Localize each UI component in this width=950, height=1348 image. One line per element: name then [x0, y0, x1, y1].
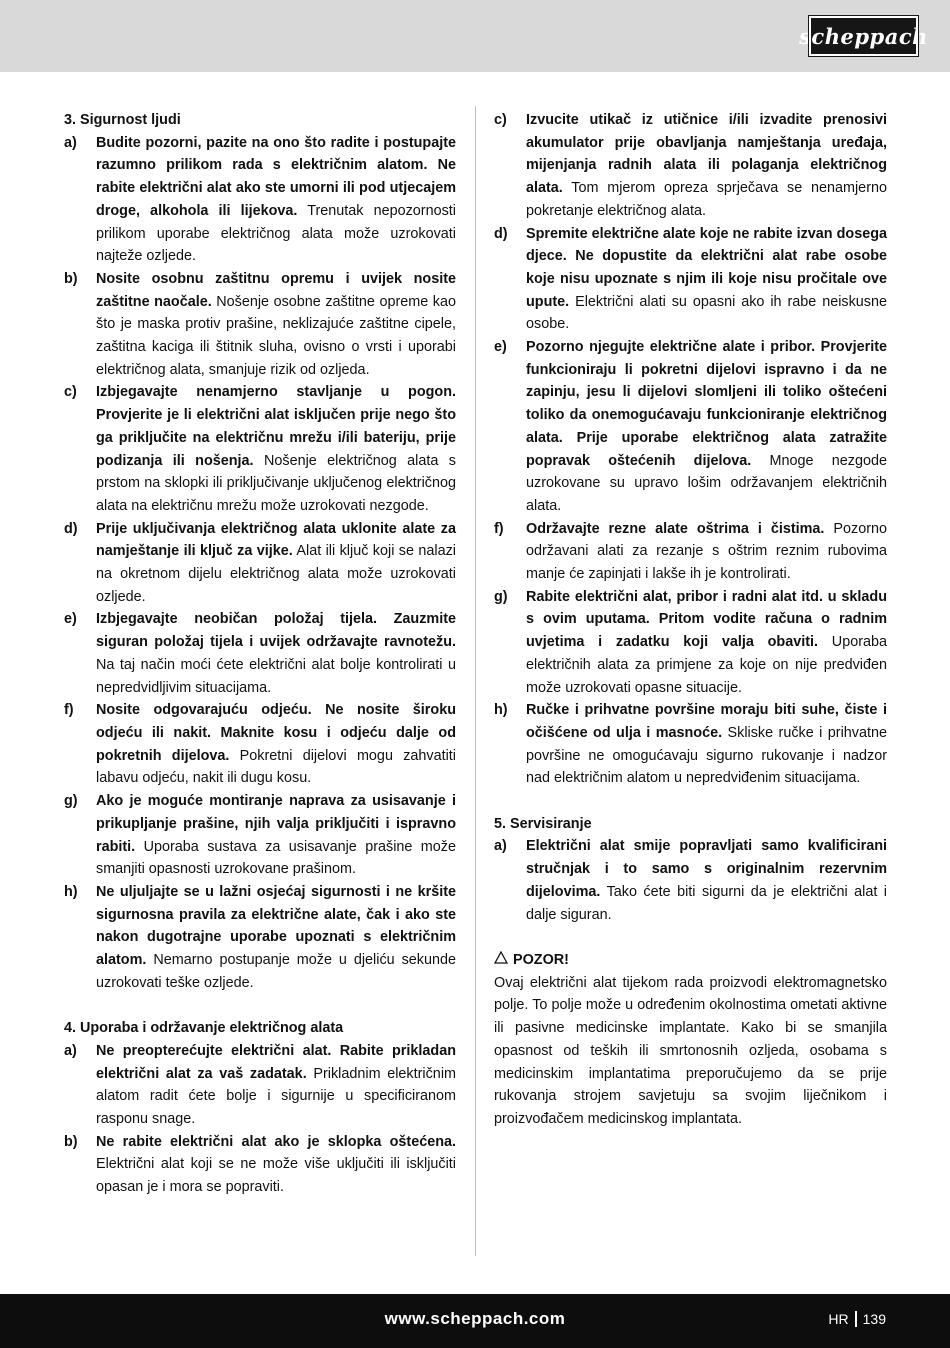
- section-4-list-continued: [494, 109, 887, 790]
- item-instruction: Nosite osobnu zaštitnu opremu i uvijek nosite zaštitne naočale.: [96, 270, 456, 310]
- item-explanation: Uporaba električnih alata za primjene za koje on nije predviđen može uzrokovati opasne situacije.: [526, 634, 888, 696]
- logo-text: scheppach: [799, 23, 928, 49]
- item-label: e): [494, 339, 507, 356]
- item-label: b): [64, 1133, 78, 1150]
- item-explanation: Nošenje električnog alata s prstom na sklopki ili priključivanje uključenog električnog alata na električnu mrežu može uzrokovati nezgode.: [96, 452, 456, 514]
- item-instruction: Izbjegavajte neobičan položaj tijela. Zauzmite siguran položaj tijela i uvijek održavajte ravnotežu.: [96, 611, 456, 651]
- item-explanation: Tako ćete biti sigurni da je električni alat i dalje siguran.: [526, 883, 887, 923]
- item-instruction: Ne uljuljajte se u lažni osjećaj sigurnosti i ne kršite sigurnosna pravila za električne alate, čak i ako ste nakon dugotrajne uporabe upoznati s električnim alatom.: [96, 883, 456, 969]
- item-explanation: Skliske ručke i prihvatne površine ne omogućavaju sigurno rukovanje i nadzor nad električnim alatom u nepredviđenim situacijama.: [526, 724, 887, 787]
- list-item: [494, 835, 887, 926]
- item-explanation: Pozorno održavani alati za rezanje s oštrim reznim rubovima manje će zapinjati i lakše ih je kontrolirati.: [526, 520, 887, 583]
- list-item: [494, 699, 887, 790]
- section-3-title: 3. Sigurnost ljudi: [64, 112, 181, 128]
- item-explanation: Alat ili ključ koji se nalazi na okretnom dijelu električnog alata može uzrokovati ozljede.: [96, 543, 456, 605]
- item-instruction: Električni alat smije popravljati samo kvalificirani stručnjak i to samo s originalnim rezervnim dijelovima.: [526, 838, 887, 900]
- item-instruction: Ako je moguće montiranje naprava za usisavanje i prikupljanje prašine, njih valja priključiti i ispravno rabiti.: [96, 793, 456, 855]
- item-explanation: Mnoge nezgode uzrokovane su upravo lošim održavanjem električnih alata.: [526, 452, 887, 514]
- list-item: [64, 881, 456, 995]
- list-item: [494, 223, 887, 337]
- item-instruction: Ne preopterećujte električni alat. Rabite prikladan električni alat za vaš zadatak.: [96, 1042, 456, 1082]
- item-label: g): [64, 793, 78, 810]
- item-instruction: Ne rabite električni alat ako je sklopka oštećena.: [96, 1133, 456, 1150]
- item-explanation: Električni alat koji se ne može više uključiti ili isključiti opasan je i mora se popraviti.: [96, 1156, 456, 1196]
- item-label: a): [494, 838, 507, 855]
- item-label: e): [64, 611, 77, 628]
- item-instruction: Nosite odgovarajuću odjeću. Ne nosite široku odjeću ili nakit. Maknite kosu i odjeću dalje od pokretnih dijelova.: [96, 702, 456, 764]
- list-item: [64, 1040, 456, 1131]
- item-explanation: Električni alati su opasni ako ih rabe neiskusne osobe.: [526, 293, 887, 333]
- item-instruction: Izvucite utikač iz utičnice i/ili izvadite prenosivi akumulator prije obavljanja namještanja uređaja, mijenjanja radnih alata ili polaganja električnog alata.: [526, 112, 887, 197]
- item-label: h): [494, 702, 508, 719]
- item-text: [96, 699, 456, 790]
- item-label: a): [64, 134, 77, 151]
- item-explanation: Pokretni dijelovi mogu zahvatiti labavu odjeću, nakit ili dugu kosu.: [96, 747, 456, 787]
- item-label: d): [494, 225, 508, 242]
- list-item: [64, 1131, 456, 1199]
- item-text: [96, 132, 456, 268]
- website-url: www.scheppach.com: [384, 1309, 566, 1328]
- item-text: [96, 381, 456, 517]
- item-text: [526, 336, 887, 518]
- item-instruction: Rabite električni alat, pribor i radni alat itd. u skladu s ovim uputama. Pritom vodite računa o radnim uvjetima i zadatku koji valja obaviti.: [526, 588, 887, 651]
- list-item: [64, 790, 456, 881]
- list-item: [64, 518, 456, 609]
- list-item: [494, 518, 887, 586]
- list-item: [494, 586, 887, 700]
- item-instruction: Izbjegavajte nenamjerno stavljanje u pogon. Provjerite je li električni alat isključen prije nego što ga priključite na električnu mrežu i/ili bateriju, prije podizanja ili nošenja.: [96, 384, 456, 469]
- page-indicator: [828, 1311, 886, 1327]
- item-text: [526, 109, 887, 223]
- item-instruction: Prije uključivanja električnog alata uklonite alate za namještanje ili ključ za vijke.: [96, 520, 456, 560]
- item-label: g): [494, 588, 508, 605]
- list-item: [64, 132, 456, 268]
- item-explanation: Uporaba sustava za usisavanje prašine može smanjiti opasnosti uzrokovane prašinom.: [96, 838, 456, 878]
- item-text: [526, 223, 887, 337]
- item-label: c): [64, 384, 77, 401]
- section-3-list: [64, 132, 456, 995]
- item-text: [96, 268, 456, 382]
- language-code: HR: [828, 1311, 849, 1327]
- item-text: [96, 518, 456, 609]
- item-label: b): [64, 270, 78, 287]
- header-bar: [0, 0, 950, 72]
- item-explanation: Nemarno postupanje može u djeliću sekunde uzrokovati teške ozljede.: [96, 952, 456, 991]
- item-text: [526, 835, 887, 926]
- list-item: [494, 336, 887, 518]
- page-number: 139: [862, 1311, 886, 1327]
- list-item: [64, 268, 456, 382]
- item-instruction: Održavajte rezne alate oštrima i čistima.: [526, 520, 825, 537]
- item-text: [96, 790, 456, 881]
- item-text: [526, 586, 887, 700]
- warning-triangle-icon: [494, 949, 508, 972]
- item-explanation: Tom mjerom opreza sprječava se nenamjerno pokretanje električnog alata.: [526, 180, 887, 219]
- item-label: h): [64, 883, 78, 900]
- item-label: d): [64, 520, 78, 537]
- warning-heading: [494, 949, 887, 972]
- item-instruction: Spremite električne alate koje ne rabite izvan dosega djece. Ne dopustite da električni alat rabe osobe koje nisu upoznate s njim ili koje nisu pročitale ove upute.: [526, 225, 887, 310]
- footer-bar: [0, 1294, 950, 1348]
- item-text: [526, 699, 887, 790]
- warning-text: Ovaj električni alat tijekom rada proizvodi elektromagnetsko polje. To polje može u određenim okolnostima ometati aktivne ili pasivne medicinske implantate. Kako bi se smanjila opasnost od teških ili smrtonosnih ozljeda, osobama s medicinskim implantatima preporučujemo da se prije rukovanja strojem savjetuju sa svojim liječnikom i proizvođačem medicinskog implantata.: [494, 974, 887, 1127]
- item-text: [96, 1131, 456, 1199]
- item-label: a): [64, 1042, 77, 1059]
- warning-title: POZOR!: [513, 951, 569, 968]
- item-explanation: Nošenje osobne zaštitne opreme kao što je maska protiv prašine, neklizajuće zaštitne cipele, zaštitna kaciga ili štitnik sluha, ovisno o vrsti i uporabi električnog alata, smanjuje rizik od ozljeda.: [96, 293, 457, 378]
- section-4-list: [64, 1040, 456, 1199]
- left-column: [64, 109, 456, 1199]
- item-instruction: Pozorno njegujte električne alate i pribor. Provjerite funkcioniraju li pokretni dijelovi ispravno i da ne zapinju, jesu li dijelovi slomljeni ili toliko oštećeni toliko da onemogućavaju funkcioniranje električnog alata. Prije uporabe električnog alata zatražite popravak oštećenih dijelova.: [526, 339, 887, 469]
- item-instruction: Ručke i prihvatne površine moraju biti suhe, čiste i očišćene od ulja i masnoće.: [526, 702, 887, 741]
- right-column: [494, 109, 887, 1131]
- item-text: [96, 1040, 456, 1131]
- item-label: f): [494, 520, 504, 537]
- item-text: [96, 608, 456, 699]
- item-explanation: Na taj način moći ćete električni alat bolje kontrolirati u nepredvidljivim situacijama.: [96, 656, 456, 696]
- section-5-list: [494, 835, 887, 926]
- scheppach-logo: [799, 16, 928, 56]
- list-item: [64, 699, 456, 790]
- page-separator: [855, 1311, 857, 1327]
- list-item: [494, 109, 887, 223]
- list-item: [64, 608, 456, 699]
- item-text: [96, 881, 456, 995]
- item-instruction: Budite pozorni, pazite na ono što radite i postupajte razumno prilikom rada s električnim alatom. Ne rabite električni alat ako ste umorni ili pod utjecajem droge, alkohola ili lijekova.: [96, 134, 456, 219]
- section-5-title: 5. Servisiranje: [494, 815, 592, 832]
- item-explanation: Trenutak nepozornosti prilikom uporabe električnog alata može uzrokovati najteže ozljede.: [96, 202, 456, 265]
- item-explanation: Prikladnim električnim alatom radit ćete bolje i sigurnije u specificiranom rasponu snage.: [96, 1065, 456, 1127]
- column-divider: [475, 106, 476, 1256]
- section-4-title: 4. Uporaba i održavanje električnog alata: [64, 1020, 344, 1037]
- item-text: [526, 518, 887, 586]
- item-label: f): [64, 702, 74, 719]
- item-label: c): [494, 112, 507, 128]
- list-item: [64, 381, 456, 517]
